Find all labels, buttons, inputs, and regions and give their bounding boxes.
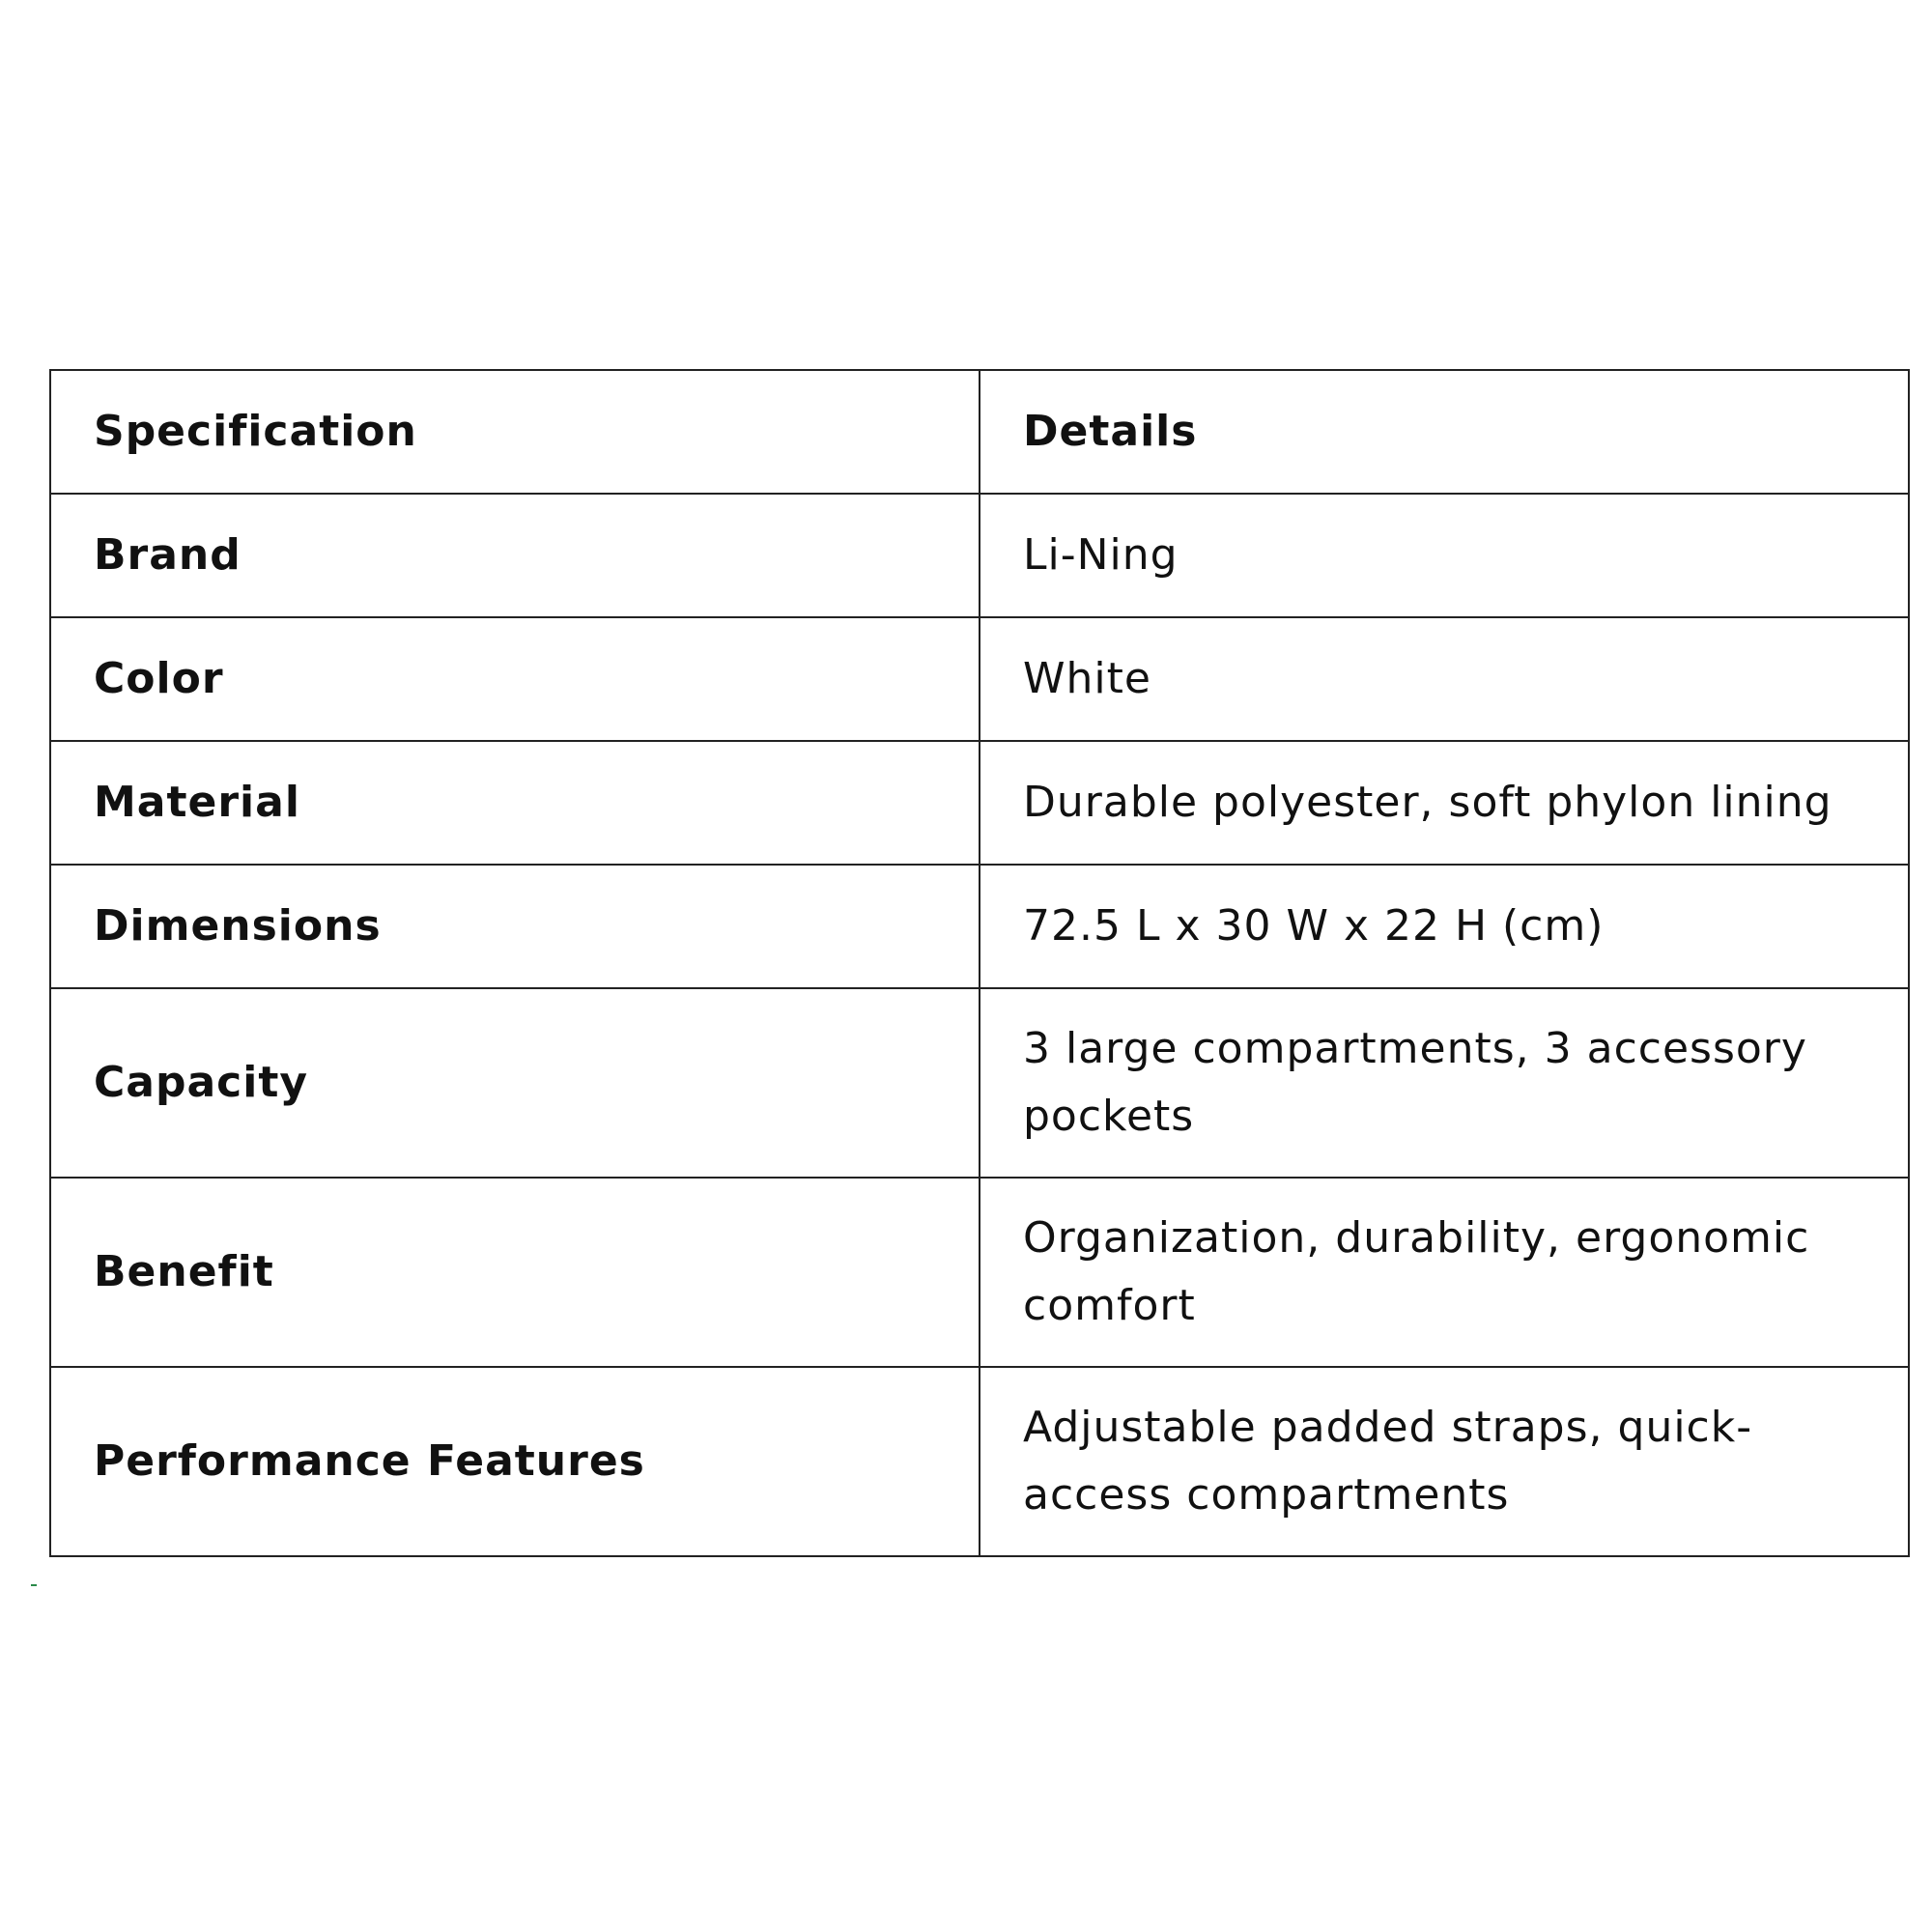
table-row [50,741,1909,865]
table-row [50,865,1909,988]
row-value: White [980,617,1909,741]
specification-table [49,369,1910,1557]
row-value: 3 large compartments, 3 accessory pockets [980,988,1909,1178]
row-label: Color [50,617,980,741]
header-details: Details [980,370,1909,494]
row-value: Adjustable padded straps, quick-access compartments [980,1367,1909,1556]
row-label: Brand [50,494,980,617]
row-label: Benefit [50,1178,980,1367]
table-row [50,617,1909,741]
table-header-row [50,370,1909,494]
row-label: Performance Features [50,1367,980,1556]
row-value: Organization, durability, ergonomic comfort [980,1178,1909,1367]
row-label: Dimensions [50,865,980,988]
header-specification: Specification [50,370,980,494]
stray-mark [31,1584,37,1586]
row-label: Material [50,741,980,865]
row-value: Durable polyester, soft phylon lining [980,741,1909,865]
table-row [50,1178,1909,1367]
table-row [50,1367,1909,1556]
row-value: Li-Ning [980,494,1909,617]
table-row [50,988,1909,1178]
row-value: 72.5 L x 30 W x 22 H (cm) [980,865,1909,988]
row-label: Capacity [50,988,980,1178]
table-row [50,494,1909,617]
